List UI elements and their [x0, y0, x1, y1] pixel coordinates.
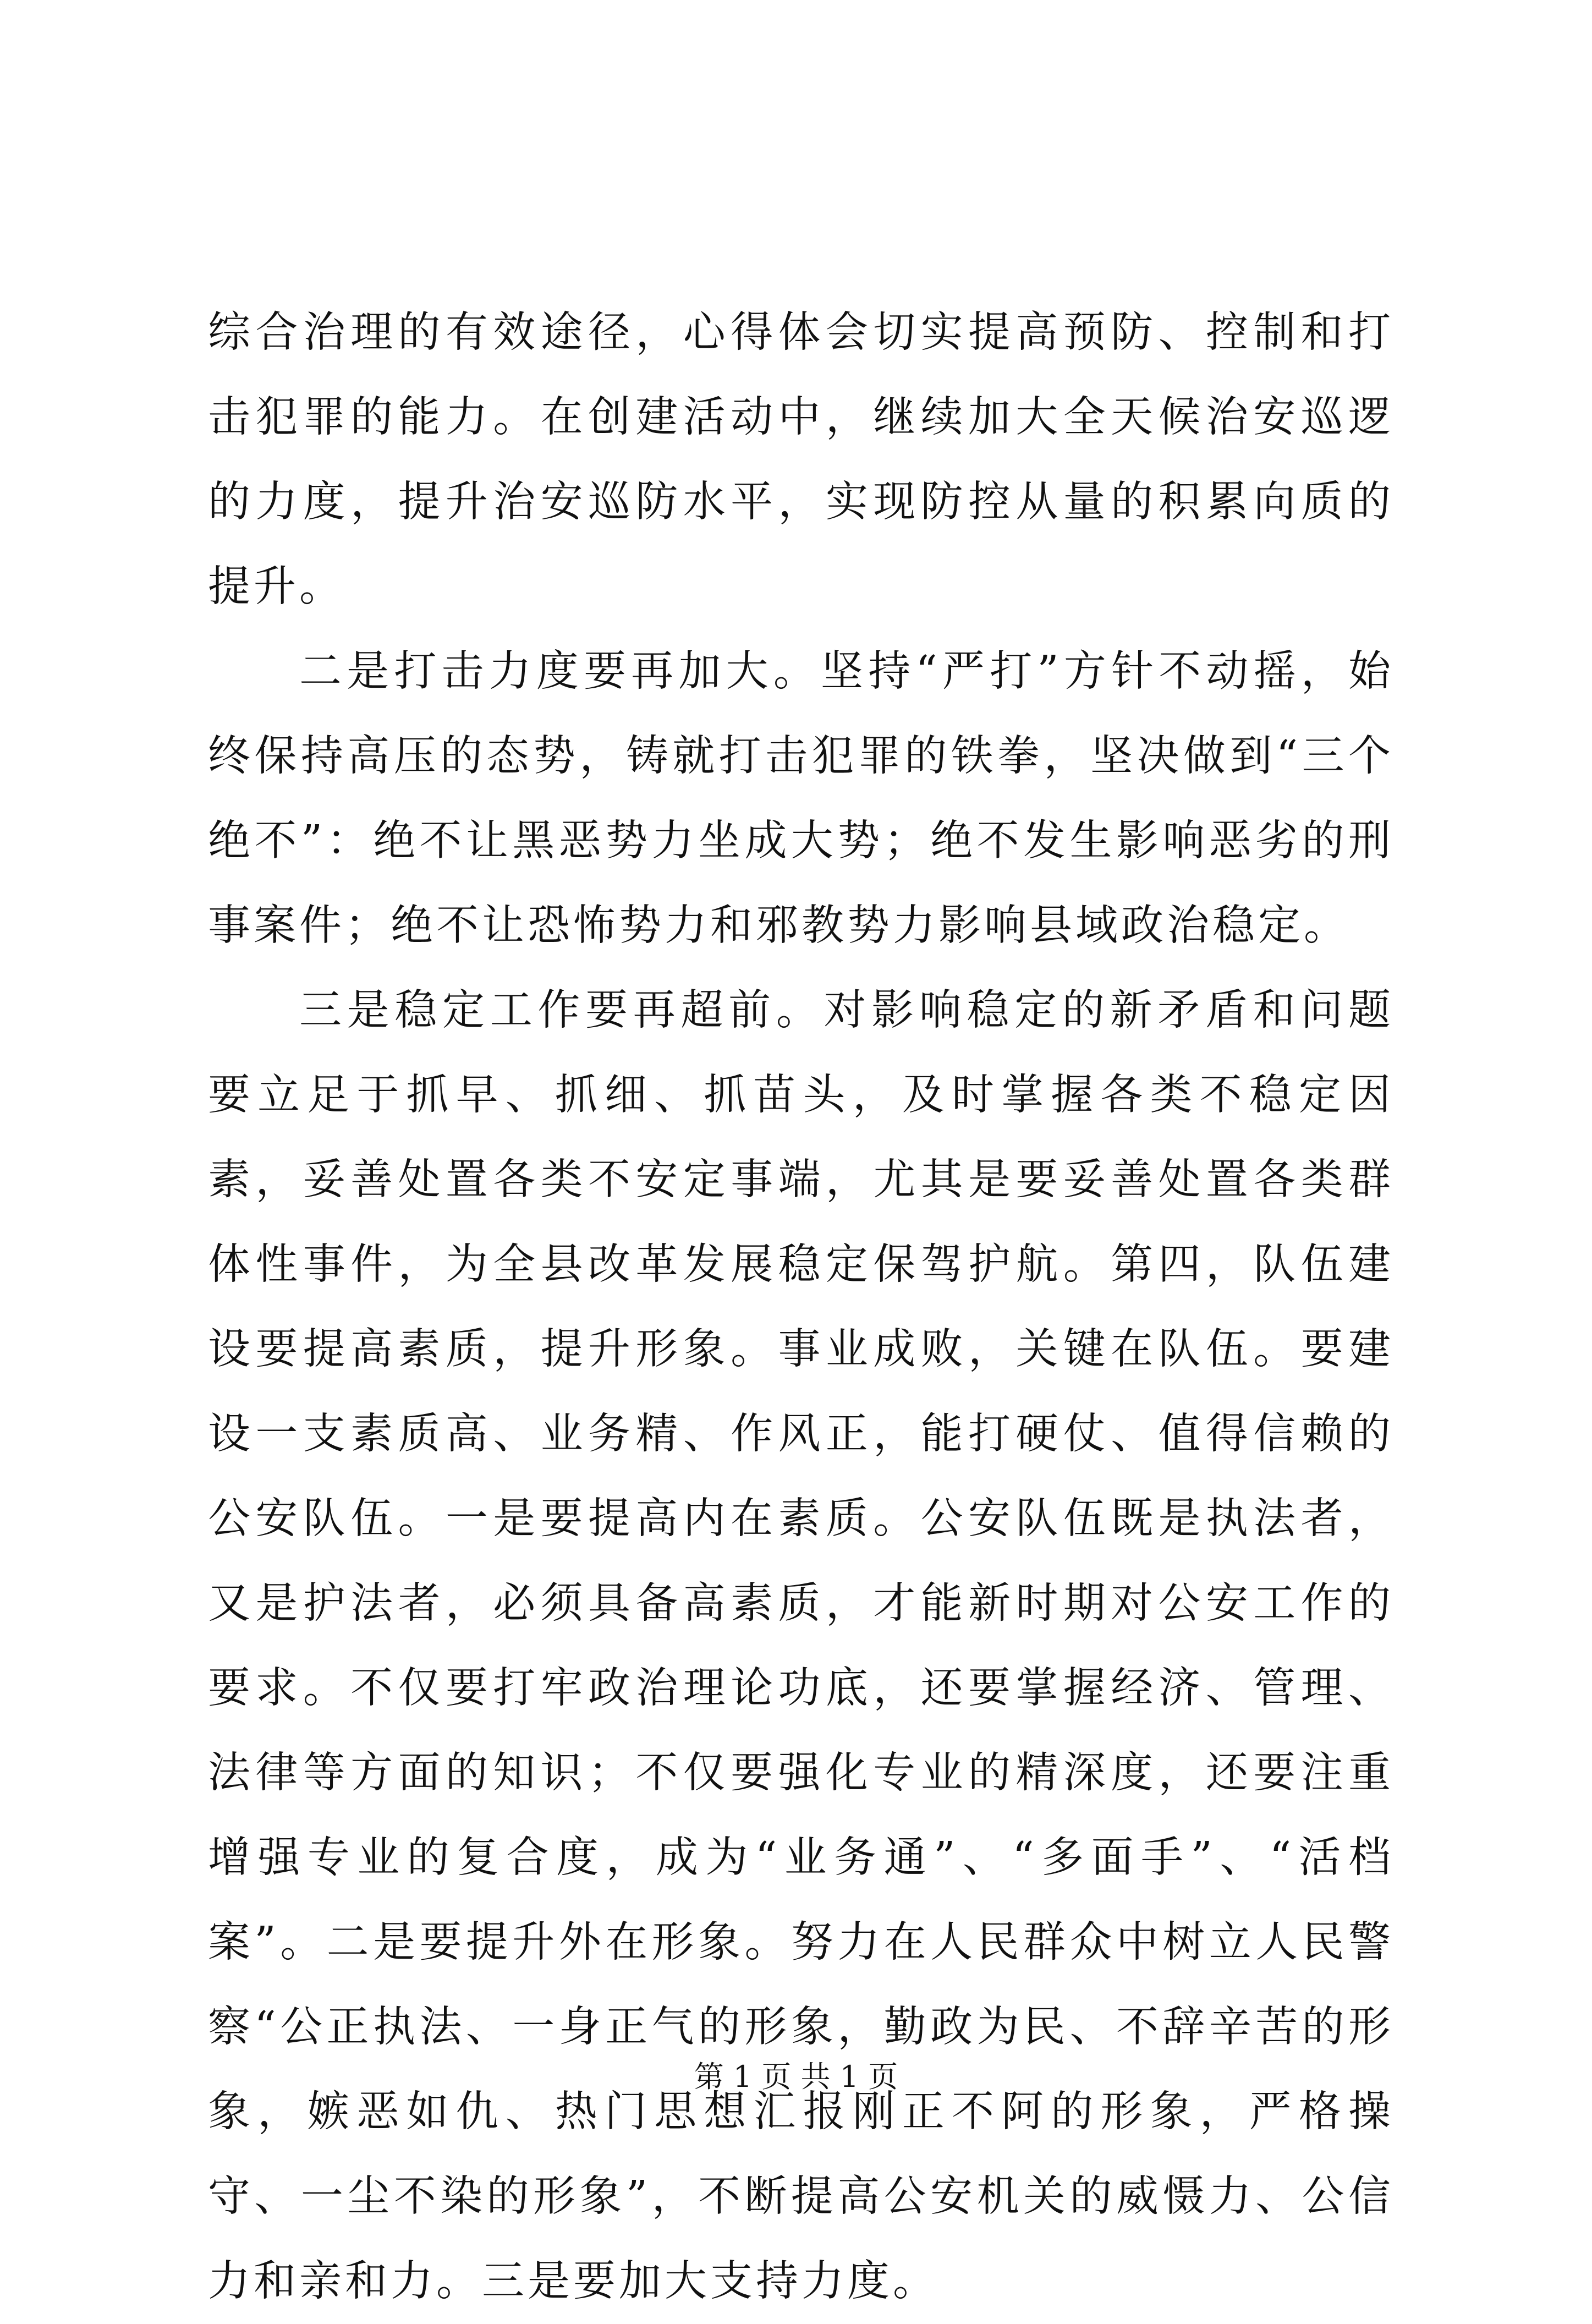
page-footer: 第 1 页 共 1 页 [694, 2059, 898, 2094]
body-text [208, 290, 1394, 2324]
paragraph-2: 二是打击力度要再加大。坚持“严打”方针不动摇，始终保持高压的态势，铸就打击犯罪的铁拳，坚决做到“三个绝不”：绝不让黑恶势力坐成大势；绝不发生影响恶劣的刑事案件；绝不让恐怖势力和邪教势力影响县域政治稳定。 [208, 647, 1394, 950]
paragraph-3: 三是稳定工作要再超前。对影响稳定的新矛盾和问题要立足于抓早、抓细、抓苗头，及时掌握各类不稳定因素，妥善处置各类不安定事端，尤其是要妥善处置各类群体性事件，为全县改革发展稳定保驾护航。第四，队伍建设要提高素质，提升形象。事业成败，关键在队伍。要建设一支素质高、业务精、作风正，能打硬仗、值得信赖的公安队伍。一是要提高内在素质。公安队伍既是执法者，又是护法者，必须具备高素质，才能新时期对公安工作的要求。不仅要打牢政治理论功底，还要掌握经济、管理、法律等方面的知识；不仅要强化专业的精深度，还要注重增强专业的复合度，成为“业务通”、“多面手”、“活档案”。二是要提升外在形象。努力在人民群众中树立人民警察“公正执法、一身正气的形象，勤政为民、不辞辛苦的形象，嫉恶如仇、热门思想汇报刚正不阿的形象，严格操守、一尘不染的形象”，不断提高公安机关的威慑力、公信力和亲和力。三是要加大支持力度。 [208, 986, 1394, 2306]
paragraph-1: 综合治理的有效途径，心得体会切实提高预防、控制和打击犯罪的能力。在创建活动中，继续加大全天候治安巡逻的力度，提升治安巡防水平，实现防控从量的积累向质的提升。 [208, 308, 1394, 611]
